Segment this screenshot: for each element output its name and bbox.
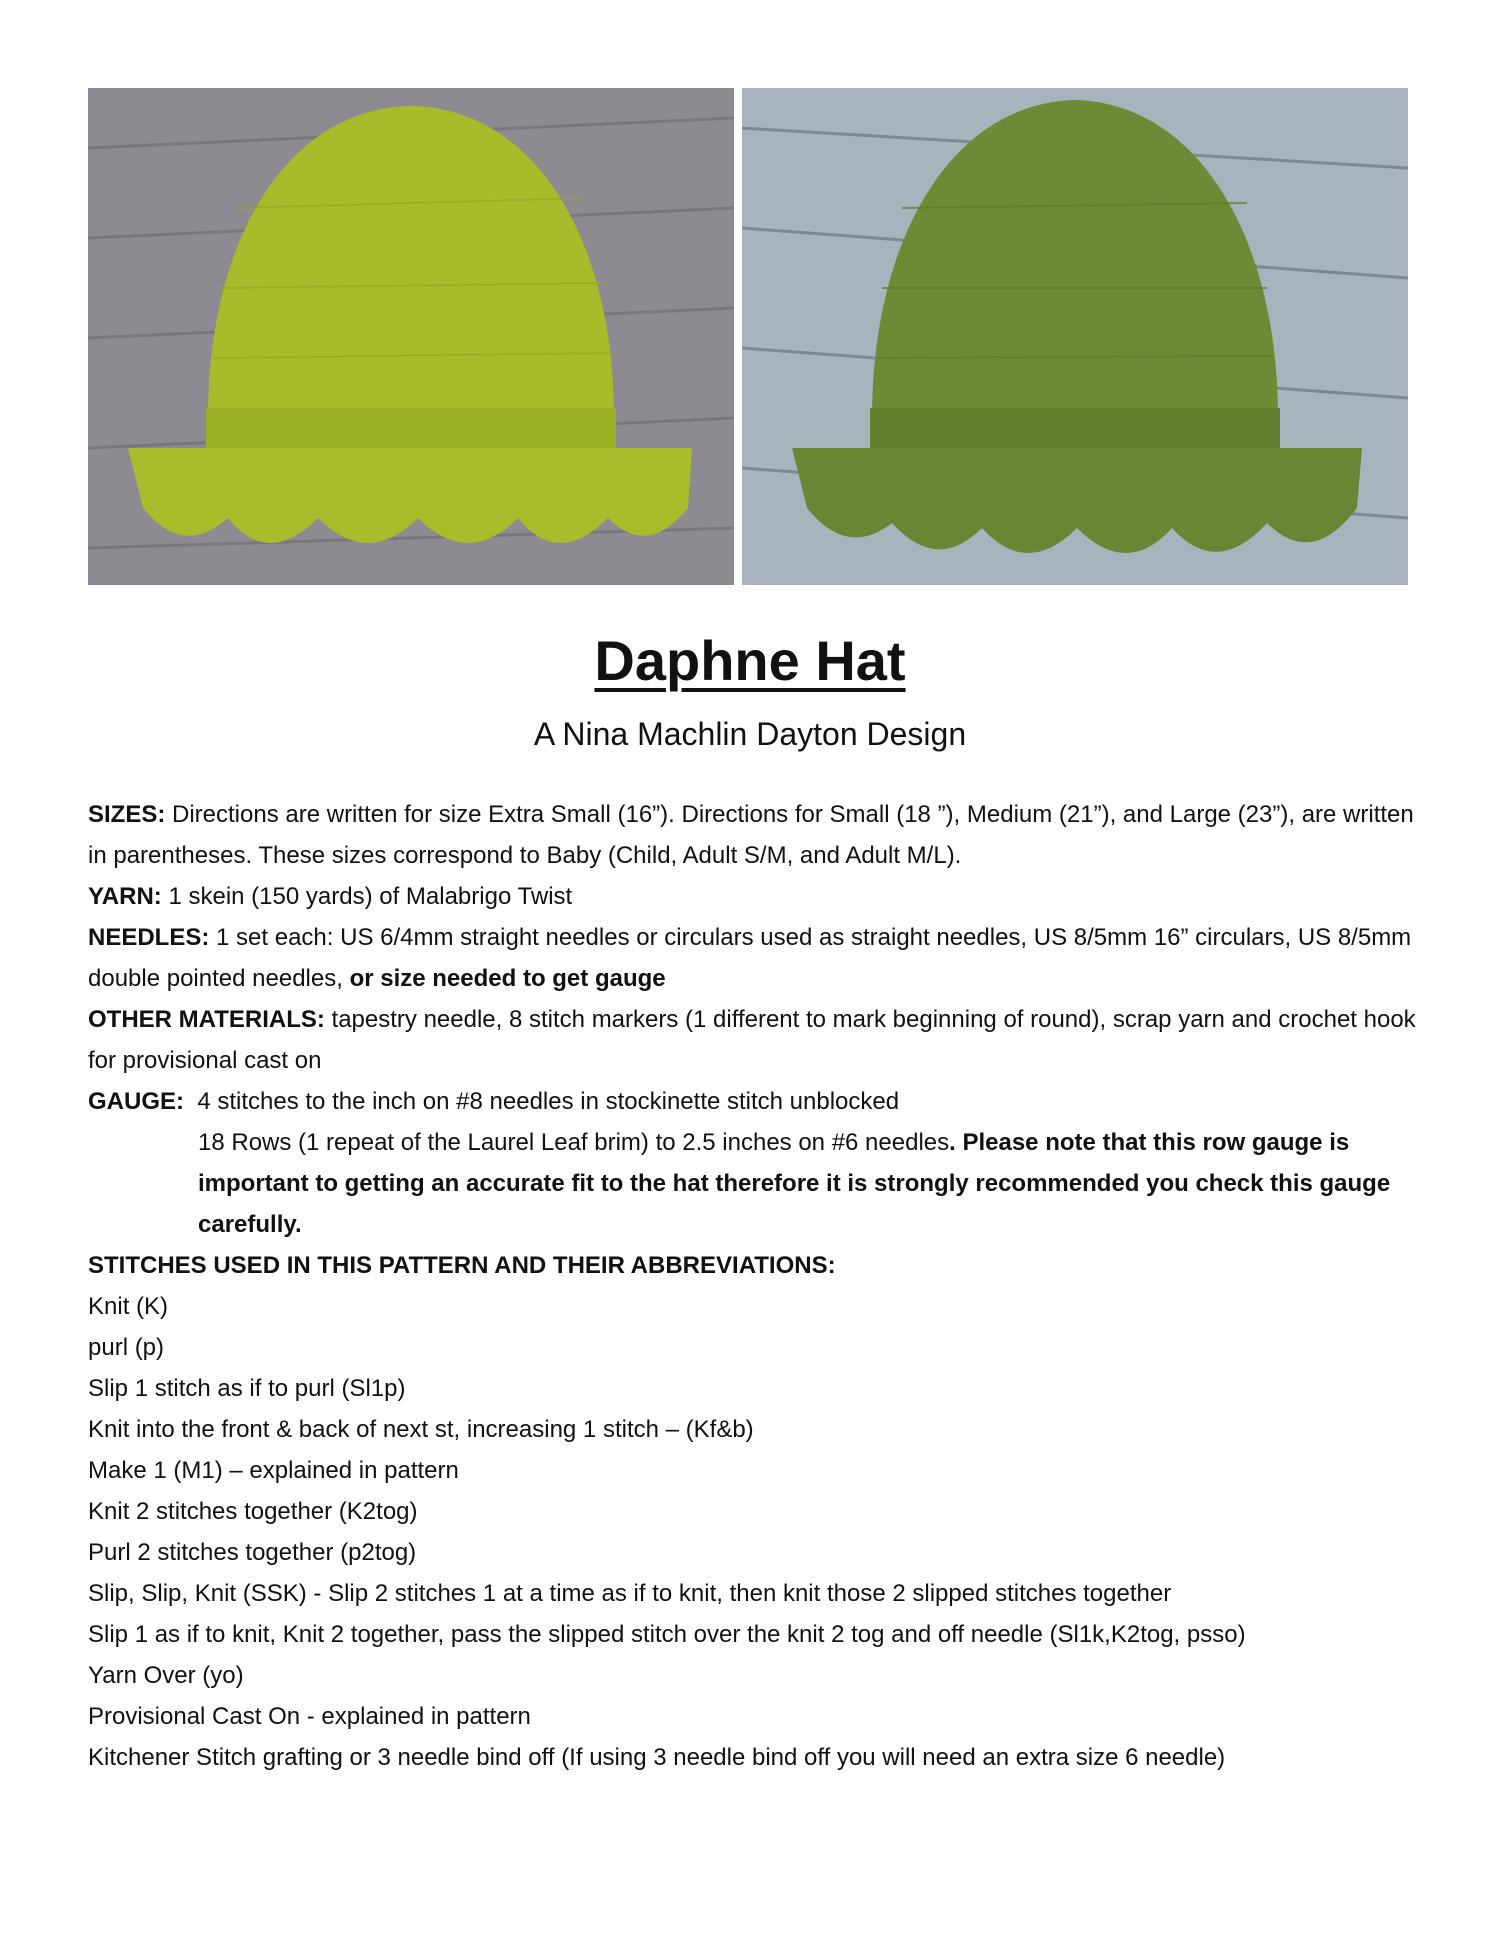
hat-photo-right-image	[742, 88, 1408, 585]
hat-photo-left	[88, 88, 734, 585]
needles-paragraph	[88, 917, 1418, 999]
needles-text: 1 set each: US 6/4mm straight needles or circulars used as straight needles, US 8/5mm 16” circulars, US 8/5mm double pointed needles,	[88, 924, 1412, 992]
stitch-item: Knit into the front & back of next st, increasing 1 stitch – (Kf&b)	[88, 1416, 754, 1443]
gauge-paragraph	[88, 1081, 1418, 1122]
other-materials-text: tapestry needle, 8 stitch markers (1 different to mark beginning of round), scrap yarn and crochet hook for provisional cast on	[88, 1006, 1416, 1074]
stitch-item: Knit (K)	[88, 1293, 169, 1320]
pattern-details	[88, 794, 1418, 1778]
gauge-warning: . Please note that this row gauge is important to getting an accurate fit to the hat therefore it is strongly recommended you check this gauge carefully.	[198, 1129, 1391, 1238]
hat-photo-left-image	[88, 88, 734, 585]
page-title: Daphne Hat	[594, 629, 906, 692]
sizes-text: Directions are written for size Extra Small (16”). Directions for Small (18 ”), Medium (21”), and Large (23”), are written in parentheses. These sizes correspond to Baby (Child, Adult S/M, and Adult M/L).	[88, 801, 1414, 869]
yarn-text: 1 skein (150 yards) of Malabrigo Twist	[161, 883, 573, 910]
sizes-paragraph	[88, 794, 1418, 876]
gauge-line-2: 18 Rows (1 repeat of the Laurel Leaf brim) to 2.5 inches on #6 needles	[198, 1129, 950, 1156]
gauge-row-paragraph	[88, 1122, 1418, 1245]
needles-label: NEEDLES:	[88, 924, 210, 951]
stitch-item: Yarn Over (yo)	[88, 1662, 244, 1689]
gauge-line-1: 4 stitches to the inch on #8 needles in stockinette stitch unblocked	[184, 1088, 900, 1115]
stitch-item: Slip 1 stitch as if to purl (Sl1p)	[88, 1375, 406, 1402]
stitch-item: Knit 2 stitches together (K2tog)	[88, 1498, 418, 1525]
stitches-heading-text: STITCHES USED IN THIS PATTERN AND THEIR ABBREVIATIONS:	[88, 1252, 836, 1279]
stitch-item: Make 1 (M1) – explained in pattern	[88, 1457, 459, 1484]
stitch-item: Kitchener Stitch grafting or 3 needle bind off (If using 3 needle bind off you will need an extra size 6 needle)	[88, 1744, 1226, 1771]
stitch-item: Slip 1 as if to knit, Knit 2 together, pass the slipped stitch over the knit 2 tog and off needle (Sl1k,K2tog, psso)	[88, 1621, 1246, 1648]
designer-subtitle: A Nina Machlin Dayton Design	[533, 716, 967, 752]
stitch-item: Slip, Slip, Knit (SSK) - Slip 2 stitches 1 at a time as if to knit, then knit those 2 slipped stitches together	[88, 1580, 1172, 1607]
yarn-paragraph	[88, 876, 1418, 917]
other-materials-label: OTHER MATERIALS:	[88, 1006, 325, 1033]
stitch-item: Provisional Cast On - explained in pattern	[88, 1703, 531, 1730]
needles-gauge-note: or size needed to get gauge	[349, 965, 666, 992]
stitches-heading	[88, 1245, 1418, 1286]
hat-photo-right	[742, 88, 1408, 585]
sizes-label: SIZES:	[88, 801, 166, 828]
other-materials-paragraph	[88, 999, 1418, 1081]
yarn-label: YARN:	[88, 883, 162, 910]
stitch-item: purl (p)	[88, 1334, 165, 1361]
stitch-item: Purl 2 stitches together (p2tog)	[88, 1539, 417, 1566]
gauge-label: GAUGE:	[88, 1088, 184, 1115]
